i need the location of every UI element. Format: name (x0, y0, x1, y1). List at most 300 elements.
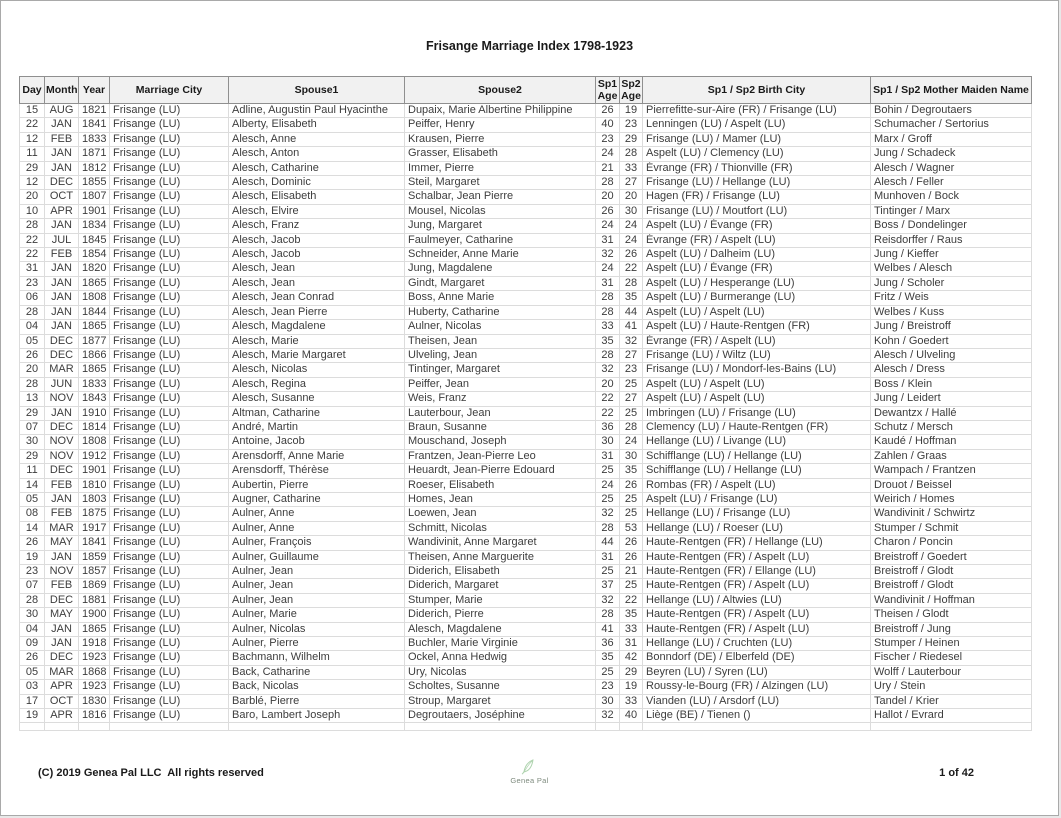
table-cell: 1843 (79, 392, 110, 406)
table-cell: 06 (20, 291, 45, 305)
table-cell: 31 (20, 262, 45, 276)
table-cell: 1808 (79, 291, 110, 305)
table-cell: 24 (620, 219, 643, 233)
table-cell: Alesch, Elisabeth (229, 190, 405, 204)
table-cell: Breistroff / Goedert (871, 550, 1032, 564)
table-cell: 31 (596, 449, 620, 463)
table-cell: 23 (20, 276, 45, 290)
table-cell: 36 (596, 420, 620, 434)
table-cell: Alesch / Ulveling (871, 348, 1032, 362)
table-cell: NOV (45, 392, 79, 406)
table-cell: DEC (45, 420, 79, 434)
table-cell: 28 (620, 420, 643, 434)
table-cell: Évrange (FR) / Thionville (FR) (643, 161, 871, 175)
table-cell: Aulner, Anne (229, 507, 405, 521)
table-cell: Rombas (FR) / Aspelt (LU) (643, 478, 871, 492)
table-cell: 1821 (79, 104, 110, 118)
table-cell: 11 (20, 464, 45, 478)
table-cell (405, 723, 596, 731)
table-cell: 1869 (79, 579, 110, 593)
table-cell: 53 (620, 521, 643, 535)
table-cell: 29 (20, 161, 45, 175)
table-cell: Frisange (LU) (110, 449, 229, 463)
table-row (20, 104, 1032, 118)
table-cell (871, 723, 1032, 731)
table-cell: Degroutaers, Joséphine (405, 709, 596, 723)
table-row (20, 507, 1032, 521)
table-cell: Marx / Groff (871, 132, 1032, 146)
table-cell: Frisange (LU) (110, 579, 229, 593)
table-cell: Tintinger, Margaret (405, 363, 596, 377)
table-row (20, 406, 1032, 420)
table-cell: Alesch, Jacob (229, 233, 405, 247)
table-cell (110, 723, 229, 731)
table-cell: Frisange (LU) (110, 248, 229, 262)
table-cell: Arensdorff, Thérèse (229, 464, 405, 478)
table-cell: 1807 (79, 190, 110, 204)
table-cell: 44 (620, 305, 643, 319)
table-cell: Charon / Poncin (871, 536, 1032, 550)
table-cell: Ockel, Anna Hedwig (405, 651, 596, 665)
table-cell: Frisange (LU) (110, 709, 229, 723)
table-cell: 1845 (79, 233, 110, 247)
table-cell: Alesch, Elvire (229, 204, 405, 218)
table-row (20, 118, 1032, 132)
table-header-cell: Spouse2 (405, 77, 596, 104)
table-cell: 21 (620, 565, 643, 579)
table-cell: DEC (45, 464, 79, 478)
table-cell: Mouschand, Joseph (405, 435, 596, 449)
table-cell: 1841 (79, 536, 110, 550)
table-cell: 27 (620, 348, 643, 362)
table-row (20, 680, 1032, 694)
table-cell: Jung / Kieffer (871, 248, 1032, 262)
table-cell: 24 (596, 219, 620, 233)
table-cell: 22 (620, 593, 643, 607)
table-cell: Alesch, Magdalene (229, 320, 405, 334)
table-cell: Aspelt (LU) / Clemency (LU) (643, 147, 871, 161)
table-cell: Haute-Rentgen (FR) / Aspelt (LU) (643, 550, 871, 564)
table-cell: 30 (620, 449, 643, 463)
table-cell: 25 (596, 464, 620, 478)
table-cell: Ury, Nicolas (405, 665, 596, 679)
table-cell: 40 (596, 118, 620, 132)
table-cell: JAN (45, 492, 79, 506)
table-cell: Ury / Stein (871, 680, 1032, 694)
table-row (20, 248, 1032, 262)
table-cell: Peiffer, Jean (405, 377, 596, 391)
table-cell: Alesch, Regina (229, 377, 405, 391)
table-cell: 24 (596, 262, 620, 276)
table-cell: Loewen, Jean (405, 507, 596, 521)
table-cell: MAY (45, 536, 79, 550)
table-cell: Clemency (LU) / Haute-Rentgen (FR) (643, 420, 871, 434)
table-cell: Grasser, Elisabeth (405, 147, 596, 161)
table-cell: DEC (45, 334, 79, 348)
table-cell: 22 (596, 392, 620, 406)
table-cell: 09 (20, 637, 45, 651)
table-cell: Frisange (LU) (110, 363, 229, 377)
table-cell: 04 (20, 622, 45, 636)
table-cell: 42 (620, 651, 643, 665)
table-cell: JUL (45, 233, 79, 247)
table-cell: 1855 (79, 176, 110, 190)
table-row (20, 536, 1032, 550)
table-cell: Alesch, Marie Margaret (229, 348, 405, 362)
table-cell: 1877 (79, 334, 110, 348)
table-cell: 28 (596, 291, 620, 305)
table-row (20, 363, 1032, 377)
table-cell: FEB (45, 132, 79, 146)
table-cell: 32 (596, 507, 620, 521)
table-cell: Frisange (LU) (110, 478, 229, 492)
table-row (20, 608, 1032, 622)
table-cell: Zahlen / Graas (871, 449, 1032, 463)
table-cell: 14 (20, 521, 45, 535)
table-cell: 05 (20, 334, 45, 348)
table-cell: Alesch, Catharine (229, 161, 405, 175)
table-cell: Diderich, Margaret (405, 579, 596, 593)
table-cell: Alesch, Magdalene (405, 622, 596, 636)
table-cell: Pierrefitte-sur-Aire (FR) / Frisange (LU) (643, 104, 871, 118)
table-cell: 1808 (79, 435, 110, 449)
table-cell: 11 (20, 147, 45, 161)
table-cell: JAN (45, 406, 79, 420)
table-cell: Wandivinit, Anne Margaret (405, 536, 596, 550)
table-cell: Frisange (LU) (110, 190, 229, 204)
table-row (20, 233, 1032, 247)
table-cell: Frisange (LU) (110, 521, 229, 535)
table-cell (620, 723, 643, 731)
table-row (20, 334, 1032, 348)
table-cell: 05 (20, 665, 45, 679)
table-row (20, 665, 1032, 679)
table-cell: 26 (620, 478, 643, 492)
table-cell: 1814 (79, 420, 110, 434)
table-row (20, 449, 1032, 463)
table-cell: Frisange (LU) / Hellange (LU) (643, 176, 871, 190)
table-cell: Aulner, Anne (229, 521, 405, 535)
table-cell: Alesch, Jean (229, 276, 405, 290)
table-cell: JAN (45, 637, 79, 651)
table-cell: Breistroff / Jung (871, 622, 1032, 636)
table-cell: 07 (20, 579, 45, 593)
table-header-cell: Sp1 / Sp2 Birth City (643, 77, 871, 104)
table-row (20, 190, 1032, 204)
table-cell: Schifflange (LU) / Hellange (LU) (643, 449, 871, 463)
genea-pal-logo (510, 759, 548, 785)
table-cell: JAN (45, 622, 79, 636)
table-header-row (20, 77, 1032, 104)
table-cell: Frisange (LU) (110, 161, 229, 175)
table-cell: Alesch / Dress (871, 363, 1032, 377)
table-body (20, 104, 1032, 731)
table-cell: Dupaix, Marie Albertine Philippine (405, 104, 596, 118)
table-cell: Diderich, Elisabeth (405, 565, 596, 579)
table-cell: 07 (20, 420, 45, 434)
table-cell: NOV (45, 449, 79, 463)
table-cell: 41 (620, 320, 643, 334)
table-cell: Dewantzx / Hallé (871, 406, 1032, 420)
table-cell: Évrange (FR) / Aspelt (LU) (643, 334, 871, 348)
table-cell: Baro, Lambert Joseph (229, 709, 405, 723)
table-cell: 1910 (79, 406, 110, 420)
table-cell: Frisange (LU) / Mondorf-les-Bains (LU) (643, 363, 871, 377)
table-cell: FEB (45, 507, 79, 521)
table-cell: 15 (20, 104, 45, 118)
table-cell: 05 (20, 492, 45, 506)
table-cell: Antoine, Jacob (229, 435, 405, 449)
table-header-cell: Month (45, 77, 79, 104)
table-cell: Aspelt (LU) / Hesperange (LU) (643, 276, 871, 290)
table-cell: 30 (620, 204, 643, 218)
table-cell: Schneider, Anne Marie (405, 248, 596, 262)
table-cell: 26 (20, 536, 45, 550)
table-cell: FEB (45, 248, 79, 262)
table-cell: Alberty, Elisabeth (229, 118, 405, 132)
table-cell: Aulner, Jean (229, 593, 405, 607)
table-cell: Alesch / Wagner (871, 161, 1032, 175)
table-cell: 28 (596, 305, 620, 319)
table-cell: 36 (596, 637, 620, 651)
table-cell: Fischer / Riedesel (871, 651, 1032, 665)
table-cell: 30 (596, 694, 620, 708)
table-cell: 10 (20, 204, 45, 218)
table-row (20, 377, 1032, 391)
table-cell: JAN (45, 147, 79, 161)
table-row (20, 291, 1032, 305)
table-cell: Liège (BE) / Tienen () (643, 709, 871, 723)
table-cell: JAN (45, 305, 79, 319)
table-row (20, 392, 1032, 406)
table-cell: Schalbar, Jean Pierre (405, 190, 596, 204)
table-cell: 25 (620, 377, 643, 391)
table-cell: Heuardt, Jean-Pierre Edouard (405, 464, 596, 478)
table-cell: Drouot / Beissel (871, 478, 1032, 492)
table-cell: 28 (20, 593, 45, 607)
table-cell: Frisange (LU) (110, 204, 229, 218)
table-cell (643, 723, 871, 731)
table-cell: Munhoven / Bock (871, 190, 1032, 204)
table-cell: Weis, Franz (405, 392, 596, 406)
table-cell: Alesch, Jean Conrad (229, 291, 405, 305)
table-cell: JAN (45, 219, 79, 233)
table-cell: 26 (620, 536, 643, 550)
table-cell: Frisange (LU) (110, 320, 229, 334)
table-cell: Aulner, Guillaume (229, 550, 405, 564)
table-cell: Alesch, Anne (229, 132, 405, 146)
table-cell: Braun, Susanne (405, 420, 596, 434)
table-cell: 19 (620, 680, 643, 694)
table-cell: 27 (620, 176, 643, 190)
table-cell: 29 (620, 132, 643, 146)
table-cell: Aulner, François (229, 536, 405, 550)
table-row (20, 147, 1032, 161)
table-cell: 1865 (79, 363, 110, 377)
footer (1, 747, 1058, 787)
table-cell: Kaudé / Hoffman (871, 435, 1032, 449)
table-cell: 1834 (79, 219, 110, 233)
table-cell: 14 (20, 478, 45, 492)
table-cell: Hellange (LU) / Frisange (LU) (643, 507, 871, 521)
table-cell: APR (45, 680, 79, 694)
table-cell: Tintinger / Marx (871, 204, 1032, 218)
table-cell: Frisange (LU) / Moutfort (LU) (643, 204, 871, 218)
table-cell: Aubertin, Pierre (229, 478, 405, 492)
table-cell: Frisange (LU) (110, 536, 229, 550)
table-cell: Frisange (LU) (110, 392, 229, 406)
table-header-cell: Day (20, 77, 45, 104)
table-cell: Boss / Dondelinger (871, 219, 1032, 233)
table-cell: JAN (45, 550, 79, 564)
table-cell: 28 (596, 348, 620, 362)
table-row (20, 478, 1032, 492)
table-cell: OCT (45, 694, 79, 708)
table-cell: Frisange (LU) (110, 348, 229, 362)
table-cell: 23 (620, 118, 643, 132)
table-cell: 1859 (79, 550, 110, 564)
table-cell: JAN (45, 320, 79, 334)
table-cell: Kohn / Goedert (871, 334, 1032, 348)
table-cell: Aspelt (LU) / Burmerange (LU) (643, 291, 871, 305)
table-cell: 04 (20, 320, 45, 334)
table-cell: 20 (596, 190, 620, 204)
table-cell: 32 (620, 334, 643, 348)
table-cell: Frisange (LU) (110, 291, 229, 305)
table-cell (79, 723, 110, 731)
table-cell: 31 (596, 550, 620, 564)
table-cell: 1923 (79, 651, 110, 665)
table-cell: 28 (620, 147, 643, 161)
table-cell: 1912 (79, 449, 110, 463)
table-cell: Aspelt (LU) / Haute-Rentgen (FR) (643, 320, 871, 334)
table-cell: Haute-Rentgen (FR) / Aspelt (LU) (643, 622, 871, 636)
table-cell: Frisange (LU) (110, 637, 229, 651)
table-cell: Jung, Magdalene (405, 262, 596, 276)
table-cell: 26 (620, 248, 643, 262)
table-cell: Frisange (LU) (110, 665, 229, 679)
table-cell: Wandivinit / Schwirtz (871, 507, 1032, 521)
table-cell: Huberty, Catharine (405, 305, 596, 319)
table-cell: 40 (620, 709, 643, 723)
table-cell: Weirich / Homes (871, 492, 1032, 506)
table-cell: 24 (596, 478, 620, 492)
table-cell: 26 (620, 550, 643, 564)
table-cell: Arensdorff, Anne Marie (229, 449, 405, 463)
table-cell: Frisange (LU) (110, 464, 229, 478)
table-cell: Aspelt (LU) / Aspelt (LU) (643, 305, 871, 319)
table-cell: Scholtes, Susanne (405, 680, 596, 694)
table-cell: 1866 (79, 348, 110, 362)
table-cell: 31 (596, 233, 620, 247)
table-cell: Frisange (LU) (110, 262, 229, 276)
table-cell: 31 (596, 276, 620, 290)
table-row (20, 651, 1032, 665)
table-row (20, 204, 1032, 218)
table-header-cell: Sp1 / Sp2 Mother Maiden Name (871, 77, 1032, 104)
table-row (20, 593, 1032, 607)
table-cell: Frisange (LU) / Mamer (LU) (643, 132, 871, 146)
table-cell: 1854 (79, 248, 110, 262)
table-cell: 1833 (79, 377, 110, 391)
table-cell: MAR (45, 665, 79, 679)
table-cell: Hellange (LU) / Cruchten (LU) (643, 637, 871, 651)
table-cell: Breistroff / Glodt (871, 565, 1032, 579)
table-cell: Alesch, Marie (229, 334, 405, 348)
table-cell: 33 (620, 694, 643, 708)
table-row (20, 176, 1032, 190)
table-row (20, 262, 1032, 276)
table-cell: 19 (20, 709, 45, 723)
table-cell: Haute-Rentgen (FR) / Ellange (LU) (643, 565, 871, 579)
table-cell: Jung / Scholer (871, 276, 1032, 290)
table-cell: Aulner, Marie (229, 608, 405, 622)
table-cell: Boss / Klein (871, 377, 1032, 391)
table-cell: 1844 (79, 305, 110, 319)
table-cell: Adline, Augustin Paul Hyacinthe (229, 104, 405, 118)
table-cell: 25 (596, 492, 620, 506)
table-cell: Jung / Schadeck (871, 147, 1032, 161)
table-row (20, 622, 1032, 636)
table-cell: 21 (596, 161, 620, 175)
table-cell: 32 (596, 248, 620, 262)
table-row (20, 305, 1032, 319)
table-cell: 29 (20, 449, 45, 463)
table-cell: 20 (20, 363, 45, 377)
table-cell: 1810 (79, 478, 110, 492)
table-cell: 28 (20, 377, 45, 391)
table-cell: MAR (45, 521, 79, 535)
table-cell: Theisen / Glodt (871, 608, 1032, 622)
table-cell: 1841 (79, 118, 110, 132)
table-cell: 26 (596, 204, 620, 218)
table-cell: Aspelt (LU) / Frisange (LU) (643, 492, 871, 506)
table-cell: Theisen, Anne Marguerite (405, 550, 596, 564)
table-cell: 1881 (79, 593, 110, 607)
table-cell: Frisange (LU) (110, 694, 229, 708)
table-cell: FEB (45, 478, 79, 492)
table-cell: Lauterbour, Jean (405, 406, 596, 420)
table-cell: Frisange (LU) (110, 593, 229, 607)
table-row (20, 637, 1032, 651)
table-cell (596, 723, 620, 731)
table-row (20, 550, 1032, 564)
page-number: 1 of 42 (939, 767, 974, 779)
table-row (20, 132, 1032, 146)
table-cell: 1816 (79, 709, 110, 723)
table-row (20, 694, 1032, 708)
table-cell: 26 (20, 651, 45, 665)
table-cell: Schutz / Mersch (871, 420, 1032, 434)
table-cell: 12 (20, 176, 45, 190)
table-cell: Schifflange (LU) / Hellange (LU) (643, 464, 871, 478)
table-cell: 1865 (79, 622, 110, 636)
table-cell: 32 (596, 593, 620, 607)
table-cell: Alesch, Jacob (229, 248, 405, 262)
table-row (20, 219, 1032, 233)
logo-text: Genea Pal (510, 776, 549, 785)
table-cell: 35 (596, 651, 620, 665)
table-cell: APR (45, 204, 79, 218)
table-cell: Alesch, Franz (229, 219, 405, 233)
table-cell: 08 (20, 507, 45, 521)
table-cell: Frisange (LU) (110, 507, 229, 521)
table-cell: NOV (45, 435, 79, 449)
table-cell: 22 (20, 118, 45, 132)
table-cell: Bachmann, Wilhelm (229, 651, 405, 665)
table-header-cell: Marriage City (110, 77, 229, 104)
empty-row (20, 723, 1032, 731)
